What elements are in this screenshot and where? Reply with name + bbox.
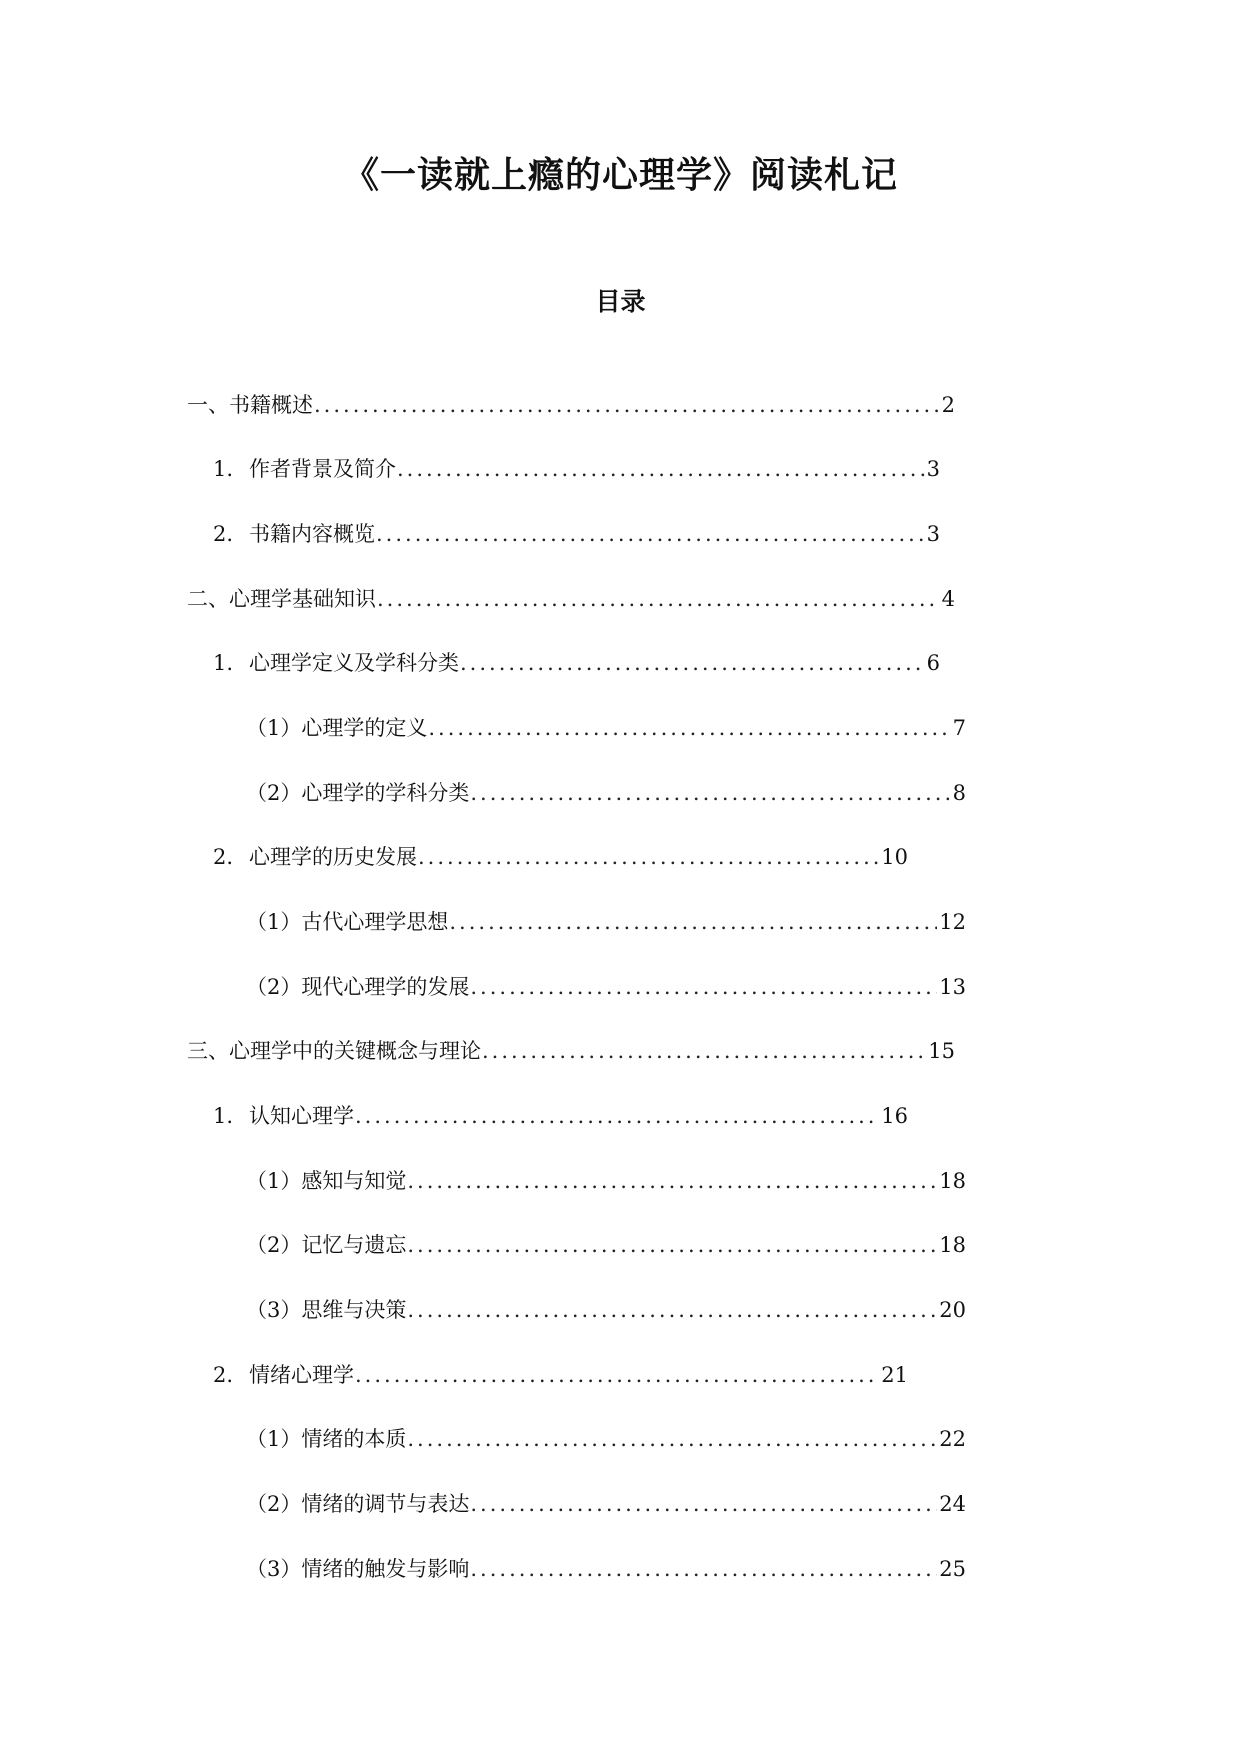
toc-entry-label: （1）情绪的本质 xyxy=(246,1427,407,1451)
toc-leader-dots xyxy=(407,1225,937,1265)
toc-entry-page: 24 xyxy=(939,1492,966,1516)
toc-entry[interactable] xyxy=(246,1290,966,1330)
toc-entry-page: 18 xyxy=(939,1233,966,1257)
toc-entry-number: 1. xyxy=(213,651,234,675)
toc-entry-page: 25 xyxy=(939,1557,966,1581)
toc-leader-dots xyxy=(470,1484,937,1524)
toc-entry[interactable] xyxy=(246,967,966,1007)
toc-entry[interactable] xyxy=(246,1161,966,1201)
toc-leader-dots xyxy=(428,708,950,748)
toc-entry-page: 16 xyxy=(881,1104,908,1128)
toc-entry[interactable] xyxy=(213,837,908,877)
toc-entry-page: 8 xyxy=(952,781,966,805)
toc-entry-number: 2. xyxy=(213,522,234,546)
toc-leader-dots xyxy=(314,385,940,425)
toc-entry-label: 情绪心理学 xyxy=(249,1363,354,1387)
toc-entry-page: 6 xyxy=(926,651,940,675)
toc-entry-page: 3 xyxy=(926,522,940,546)
toc-entry[interactable] xyxy=(246,902,966,942)
toc-entry-label: 一、书籍概述 xyxy=(187,393,313,417)
toc-leader-dots xyxy=(418,837,879,877)
toc-entry-label: 书籍内容概览 xyxy=(249,522,375,546)
toc-entry-label: （3）思维与决策 xyxy=(246,1298,407,1322)
toc-leader-dots xyxy=(470,1549,937,1589)
toc-leader-dots xyxy=(460,643,925,683)
toc-entry-page: 3 xyxy=(926,457,940,481)
toc-entry-number: 2. xyxy=(213,845,234,869)
toc-entry-label: 心理学的历史发展 xyxy=(249,845,417,869)
document-title: 《一读就上瘾的心理学》阅读札记 xyxy=(342,155,898,196)
toc-entry-label: 作者背景及简介 xyxy=(249,457,396,481)
toc-entry[interactable] xyxy=(246,1549,966,1589)
toc-entry[interactable] xyxy=(187,579,955,619)
toc-leader-dots xyxy=(376,514,925,554)
toc-entry-label: 二、心理学基础知识 xyxy=(187,587,376,611)
toc-entry-label: （3）情绪的触发与影响 xyxy=(246,1557,470,1581)
toc-entry-label: （1）心理学的定义 xyxy=(246,716,428,740)
toc-entry-label: （2）记忆与遗忘 xyxy=(246,1233,407,1257)
toc-entry[interactable] xyxy=(213,643,940,683)
toc-entry-page: 18 xyxy=(939,1169,966,1193)
toc-leader-dots xyxy=(470,967,937,1007)
toc-leader-dots xyxy=(355,1355,879,1395)
toc-entry-page: 7 xyxy=(952,716,966,740)
toc-entry-label: 心理学定义及学科分类 xyxy=(249,651,459,675)
toc-entry-page: 13 xyxy=(939,975,966,999)
toc-entry-label: （1）古代心理学思想 xyxy=(246,910,449,934)
toc-leader-dots xyxy=(407,1419,937,1459)
toc-entry[interactable] xyxy=(246,1225,966,1265)
toc-entry-number: 1. xyxy=(213,457,234,481)
toc-leader-dots xyxy=(482,1031,926,1071)
toc-entry-page: 4 xyxy=(941,587,955,611)
toc-entry[interactable] xyxy=(213,514,940,554)
toc-entry[interactable] xyxy=(246,1419,966,1459)
toc-entry-page: 21 xyxy=(881,1363,908,1387)
toc-entry-number: 1. xyxy=(213,1104,234,1128)
toc-entry-label: （2）现代心理学的发展 xyxy=(246,975,470,999)
toc-entry-label: （2）心理学的学科分类 xyxy=(246,781,470,805)
toc-entry[interactable] xyxy=(187,1031,955,1071)
toc-entry-label: （1）感知与知觉 xyxy=(246,1169,407,1193)
toc-entry[interactable] xyxy=(187,385,955,425)
toc-entry-page: 12 xyxy=(939,910,966,934)
toc-entry-label: 三、心理学中的关键概念与理论 xyxy=(187,1039,481,1063)
toc-entry[interactable] xyxy=(246,708,966,748)
toc-leader-dots xyxy=(355,1096,879,1136)
toc-leader-dots xyxy=(449,902,937,942)
toc-entry-number: 2. xyxy=(213,1363,234,1387)
toc-entry-label: 认知心理学 xyxy=(249,1104,354,1128)
toc-entry-page: 20 xyxy=(939,1298,966,1322)
toc-entry-label: （2）情绪的调节与表达 xyxy=(246,1492,470,1516)
toc-entry[interactable] xyxy=(213,1355,908,1395)
toc-entry[interactable] xyxy=(213,1096,908,1136)
toc-entry[interactable] xyxy=(213,449,940,489)
toc-entry-page: 2 xyxy=(941,393,955,417)
toc-entry[interactable] xyxy=(246,773,966,813)
toc-leader-dots xyxy=(407,1161,937,1201)
toc-leader-dots xyxy=(470,773,950,813)
toc-entry[interactable] xyxy=(246,1484,966,1524)
toc-leader-dots xyxy=(377,579,940,619)
toc-entry-page: 10 xyxy=(881,845,908,869)
toc-heading: 目录 xyxy=(595,287,646,316)
toc-entry-page: 15 xyxy=(928,1039,955,1063)
toc-entry-page: 22 xyxy=(939,1427,966,1451)
toc-leader-dots xyxy=(407,1290,937,1330)
toc-leader-dots xyxy=(397,449,925,489)
